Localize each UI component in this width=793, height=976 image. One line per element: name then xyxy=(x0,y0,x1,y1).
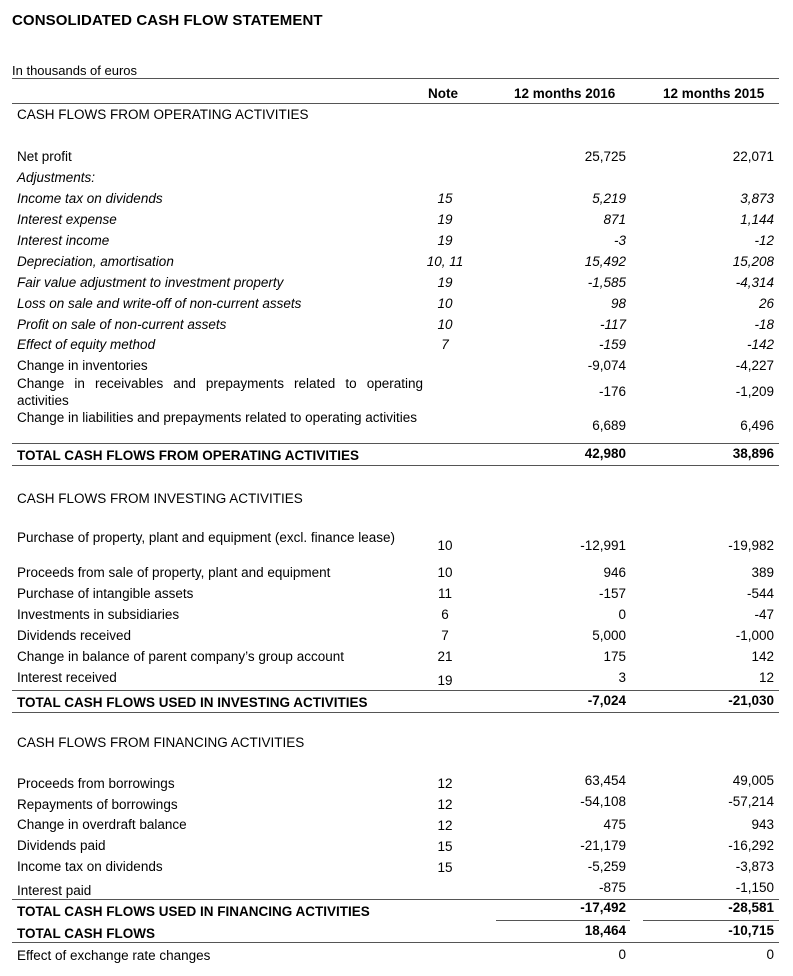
value-2015: -16,292 xyxy=(728,838,774,853)
value-2015: 142 xyxy=(751,649,774,664)
divider xyxy=(12,103,779,104)
row-note: 12 xyxy=(437,776,453,791)
value-2016: 0 xyxy=(618,947,626,962)
column-header-2016: 12 months 2016 xyxy=(514,86,616,101)
grand-total-2015: -10,715 xyxy=(728,923,774,938)
section-heading-financing: CASH FLOWS FROM FINANCING ACTIVITIES xyxy=(17,735,305,750)
value-2016: -21,179 xyxy=(580,838,626,853)
row-label: Interest paid xyxy=(17,883,92,898)
value-2015: -1,209 xyxy=(735,384,774,399)
value-2016: 871 xyxy=(603,212,626,227)
divider xyxy=(12,443,779,444)
value-2015: -544 xyxy=(746,586,774,601)
value-2016: -9,074 xyxy=(587,358,626,373)
section-heading-investing: CASH FLOWS FROM INVESTING ACTIVITIES xyxy=(17,491,303,506)
row-label: Purchase of intangible assets xyxy=(17,586,194,601)
row-note: 10 xyxy=(437,538,453,553)
value-2015: 22,071 xyxy=(732,149,774,164)
value-2015: 3,873 xyxy=(740,191,774,206)
value-2015: 26 xyxy=(758,296,774,311)
value-2016: 15,492 xyxy=(584,254,626,269)
total-label: TOTAL CASH FLOWS USED IN INVESTING ACTIVITIES xyxy=(17,695,368,710)
column-header-2015: 12 months 2015 xyxy=(663,86,765,101)
row-note: 11 xyxy=(437,586,452,601)
value-2016: -54,108 xyxy=(580,794,626,809)
row-label: Investments in subsidiaries xyxy=(17,607,180,622)
row-note: 12 xyxy=(437,818,453,833)
row-label: Effect of exchange rate changes xyxy=(17,948,211,963)
divider xyxy=(12,712,779,713)
row-label: Interest income xyxy=(17,233,110,248)
total-2016: -17,492 xyxy=(580,900,626,915)
total-2016: -7,024 xyxy=(587,693,626,708)
row-note: 10 xyxy=(437,565,453,580)
value-2016: -875 xyxy=(598,880,626,895)
row-note: 15 xyxy=(437,191,453,206)
row-note: 19 xyxy=(437,212,453,227)
row-note: 15 xyxy=(437,839,453,854)
row-note: 7 xyxy=(441,337,449,352)
row-label: Proceeds from borrowings xyxy=(17,776,175,791)
page-title: CONSOLIDATED CASH FLOW STATEMENT xyxy=(12,12,323,29)
value-2015: -57,214 xyxy=(728,794,774,809)
divider xyxy=(12,690,779,691)
divider xyxy=(12,942,779,943)
row-note: 10, 11 xyxy=(426,254,464,269)
total-2015: -28,581 xyxy=(728,900,774,915)
row-label: Loss on sale and write-off of non-current assets xyxy=(17,296,302,311)
value-2016: 5,219 xyxy=(592,191,626,206)
divider xyxy=(12,78,779,79)
row-note: 12 xyxy=(437,797,453,812)
total-2015: -21,030 xyxy=(728,693,774,708)
row-label: Income tax on dividends xyxy=(17,859,163,874)
row-note: 19 xyxy=(437,233,453,248)
row-note: 10 xyxy=(437,317,453,332)
row-label: Proceeds from sale of property, plant and equipment xyxy=(17,565,331,580)
row-note: 7 xyxy=(441,628,449,643)
row-label: Purchase of property, plant and equipment (excl. finance lease) xyxy=(17,530,395,545)
value-2015: -4,314 xyxy=(735,275,774,290)
total-2015: 38,896 xyxy=(732,446,774,461)
grand-total-label: TOTAL CASH FLOWS xyxy=(17,926,155,941)
row-label: Change in balance of parent company’s group account xyxy=(17,649,344,664)
value-2016: 0 xyxy=(618,607,626,622)
row-label: Income tax on dividends xyxy=(17,191,163,206)
value-2016: 98 xyxy=(610,296,626,311)
value-2016: 5,000 xyxy=(592,628,626,643)
value-2015: 49,005 xyxy=(732,773,774,788)
divider xyxy=(12,465,779,466)
row-label: Net profit xyxy=(17,149,72,164)
row-label: Dividends received xyxy=(17,628,132,643)
value-2015: 1,144 xyxy=(740,212,774,227)
value-2015: -12 xyxy=(754,233,774,248)
value-2015: 943 xyxy=(751,817,774,832)
row-label: Fair value adjustment to investment property xyxy=(17,275,284,290)
row-label: Profit on sale of non-current assets xyxy=(17,317,227,332)
value-2016: -157 xyxy=(598,586,626,601)
row-label: Change in overdraft balance xyxy=(17,817,187,832)
divider xyxy=(496,920,630,921)
row-label: Change in receivables and prepayments related to operating activities xyxy=(17,376,423,408)
row-note: 19 xyxy=(437,275,453,290)
value-2015: -18 xyxy=(754,317,774,332)
section-heading-operating: CASH FLOWS FROM OPERATING ACTIVITIES xyxy=(17,107,309,122)
value-2016: 3 xyxy=(618,670,626,685)
value-2015: 0 xyxy=(766,947,774,962)
row-label: Effect of equity method xyxy=(17,337,156,352)
row-label: Change in liabilities and prepayments related to operating activities xyxy=(17,410,417,425)
row-label: Interest expense xyxy=(17,212,117,227)
value-2016: -12,991 xyxy=(580,538,626,553)
row-note: 19 xyxy=(437,673,453,688)
row-label: Adjustments: xyxy=(17,170,96,185)
value-2016: -1,585 xyxy=(587,275,626,290)
value-2016: -5,259 xyxy=(587,859,626,874)
row-label: Interest received xyxy=(17,670,117,685)
value-2016: 25,725 xyxy=(584,149,626,164)
value-2016: -3 xyxy=(613,233,626,248)
divider xyxy=(643,920,779,921)
row-note: 15 xyxy=(437,860,453,875)
value-2015: 6,496 xyxy=(740,418,774,433)
value-2016: -117 xyxy=(599,317,626,332)
value-2015: 15,208 xyxy=(732,254,774,269)
total-label: TOTAL CASH FLOWS USED IN FINANCING ACTIVITIES xyxy=(17,904,370,919)
currency-unit: In thousands of euros xyxy=(12,63,138,78)
column-header-note: Note xyxy=(428,86,458,101)
value-2015: 389 xyxy=(751,565,774,580)
row-label: Repayments of borrowings xyxy=(17,797,178,812)
value-2015: -19,982 xyxy=(728,538,774,553)
value-2016: 6,689 xyxy=(592,418,626,433)
row-note: 10 xyxy=(437,296,453,311)
total-2016: 42,980 xyxy=(584,446,626,461)
row-note: 6 xyxy=(441,607,449,622)
value-2016: 475 xyxy=(603,817,626,832)
value-2016: 175 xyxy=(603,649,626,664)
value-2016: -176 xyxy=(598,384,626,399)
value-2015: -1,150 xyxy=(735,880,774,895)
row-label: Change in inventories xyxy=(17,358,148,373)
value-2015: -142 xyxy=(746,337,774,352)
value-2016: 63,454 xyxy=(584,773,626,788)
value-2015: -1,000 xyxy=(735,628,774,643)
value-2015: -47 xyxy=(754,607,774,622)
row-label: Dividends paid xyxy=(17,838,106,853)
grand-total-2016: 18,464 xyxy=(584,923,626,938)
value-2015: 12 xyxy=(758,670,774,685)
value-2016: -159 xyxy=(598,337,626,352)
row-label: Depreciation, amortisation xyxy=(17,254,174,269)
value-2015: -3,873 xyxy=(735,859,774,874)
total-label: TOTAL CASH FLOWS FROM OPERATING ACTIVITIES xyxy=(17,448,359,463)
row-note: 21 xyxy=(437,649,453,664)
value-2016: 946 xyxy=(603,565,626,580)
value-2015: -4,227 xyxy=(735,358,774,373)
